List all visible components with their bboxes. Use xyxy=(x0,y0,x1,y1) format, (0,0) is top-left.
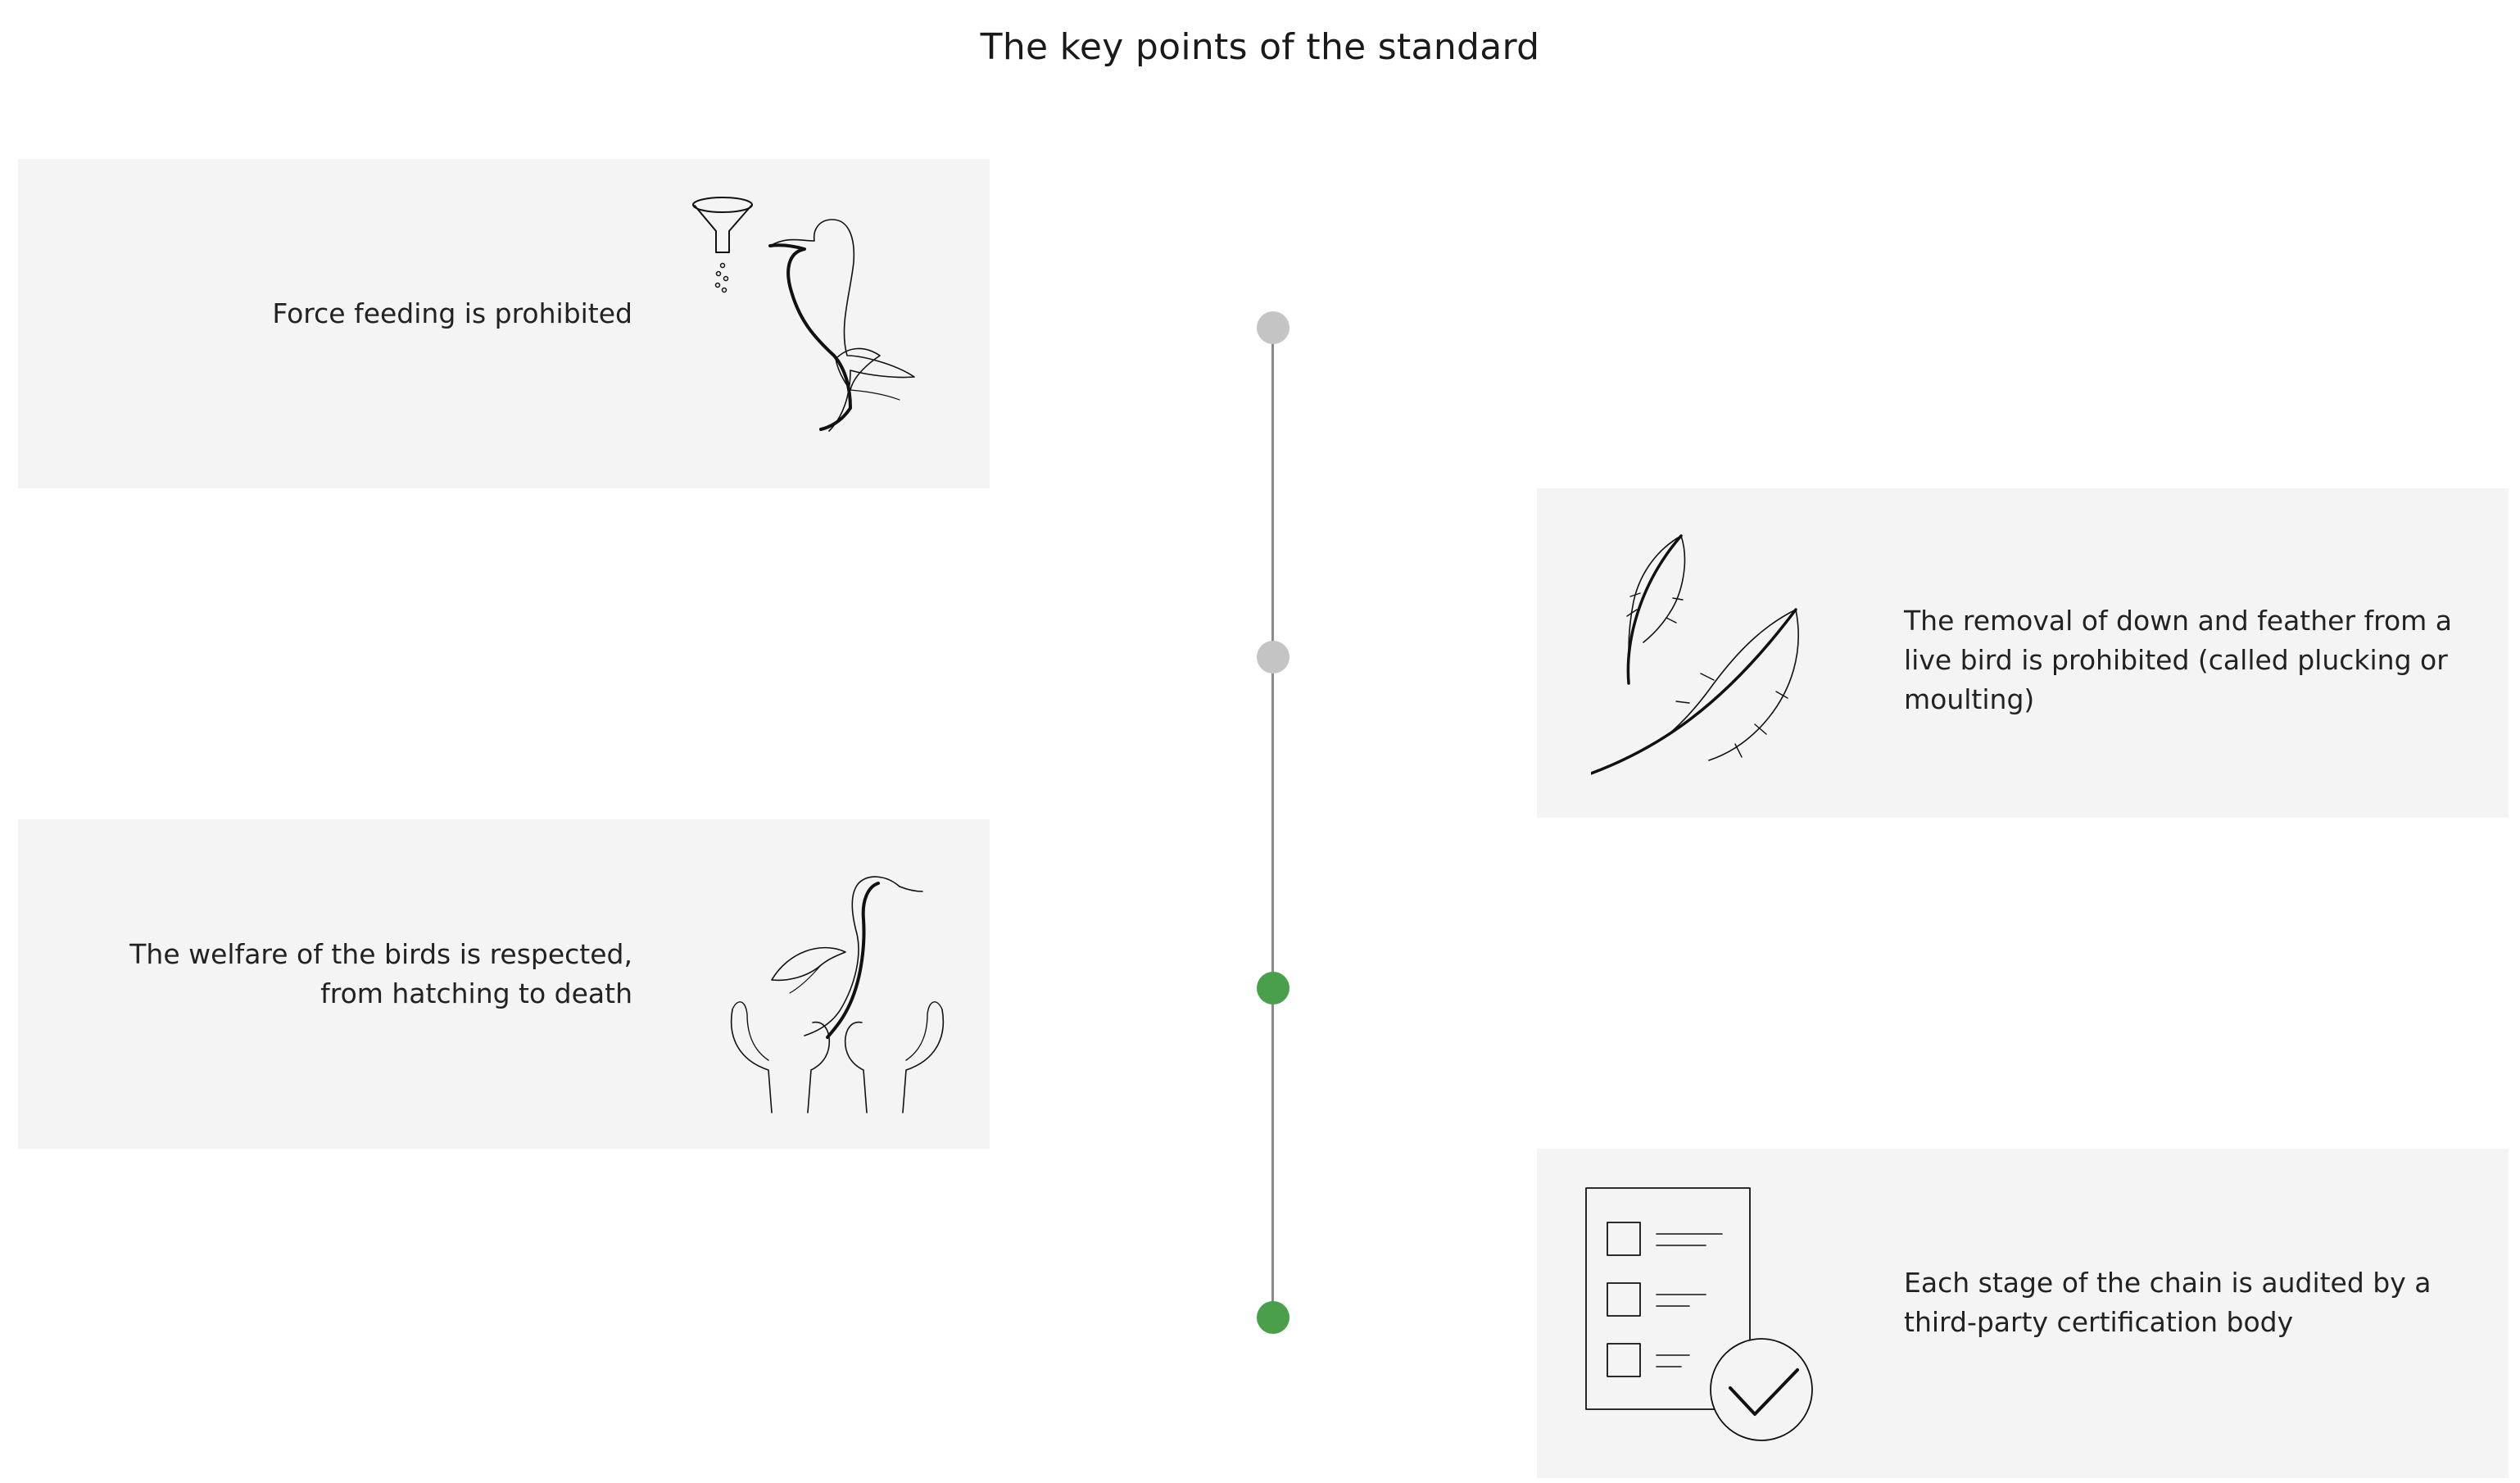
key-point-card-2 xyxy=(1537,488,2509,818)
key-point-card-4 xyxy=(1537,1149,2509,1478)
key-point-text-4: Each stage of the chain is audited by a third-party certification body xyxy=(1904,1267,2432,1338)
timeline-line xyxy=(1271,321,1274,1321)
key-point-text-1: Force feeding is prohibited xyxy=(272,297,632,329)
key-point-card-1 xyxy=(18,159,990,488)
key-point-text-2: The removal of down and feather from a live bird is prohibited (called plucking or moulting) xyxy=(1904,605,2453,715)
goose-in-hands-icon xyxy=(723,854,952,1116)
timeline-dot-2 xyxy=(1257,641,1289,673)
key-point-text-3: The welfare of the birds is respected, from hatching to death xyxy=(129,938,632,1009)
key-point-card-3 xyxy=(18,819,990,1149)
page-title: The key points of the standard xyxy=(980,26,1540,68)
timeline-dot-4 xyxy=(1257,1301,1289,1334)
goose-with-funnel-icon xyxy=(690,195,985,457)
timeline-dot-3 xyxy=(1257,972,1289,1005)
checklist-icon xyxy=(1583,1185,1829,1447)
timeline-dot-1 xyxy=(1257,311,1289,344)
timeline xyxy=(1249,311,1298,1344)
feathers-icon xyxy=(1591,528,1820,782)
